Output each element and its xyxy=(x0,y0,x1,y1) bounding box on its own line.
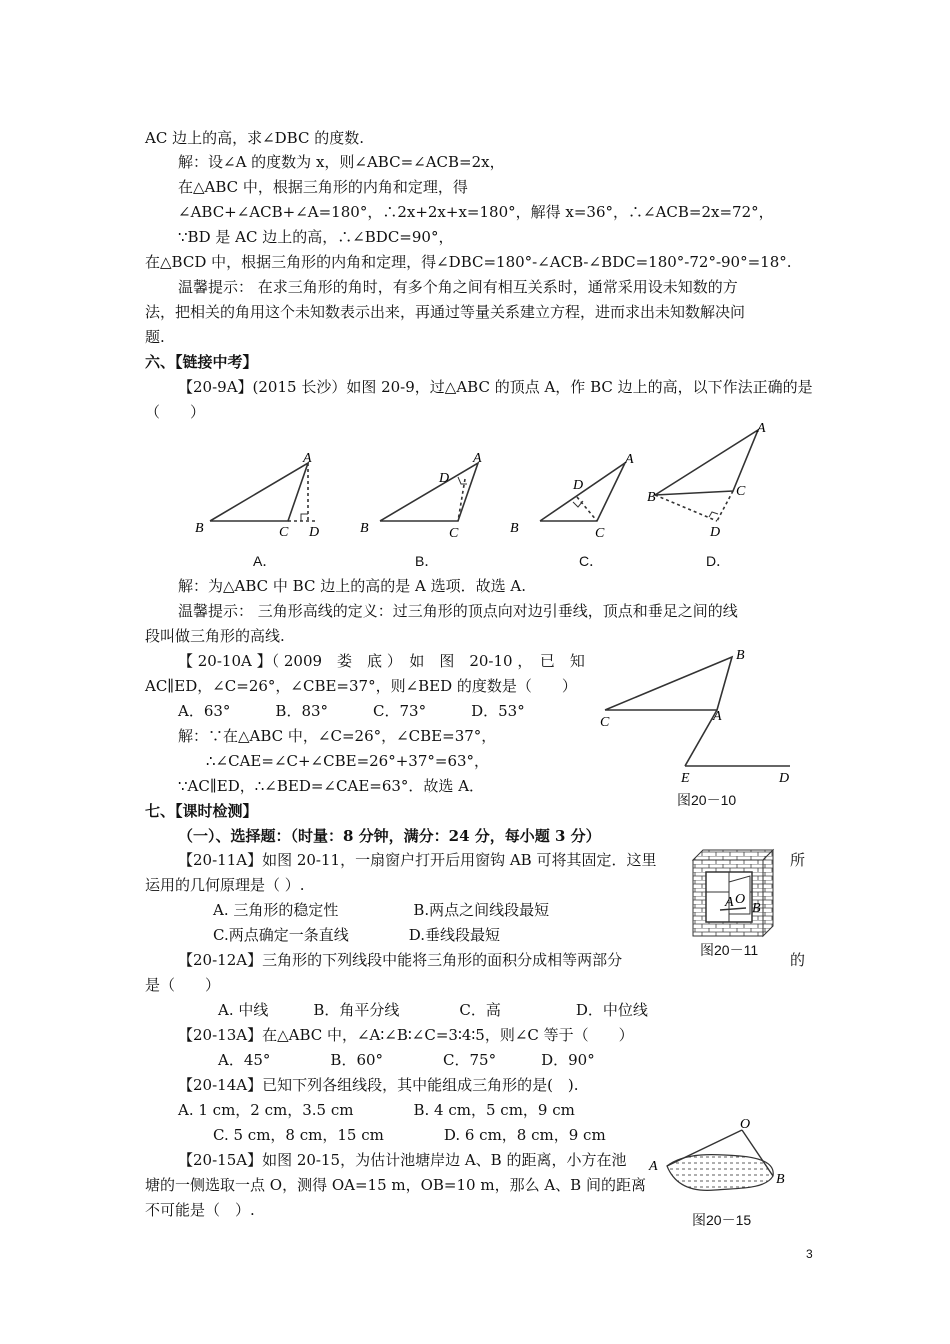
fig9-option-b xyxy=(380,463,478,521)
text-line-l18: A．63° B．83° C．73° D．53° xyxy=(178,702,525,720)
text-line-l22: 七、【课时检测】 xyxy=(145,802,258,820)
fig9-option-a xyxy=(210,463,315,521)
svg-text:A: A xyxy=(649,1159,658,1174)
text-line-l34: A. 1 cm，2 cm，3.5 cm B. 4 cm，5 cm，9 cm xyxy=(178,1101,575,1119)
text-line-l1: AC 边上的高，求∠DBC 的度数. xyxy=(145,129,364,147)
svg-text:A: A xyxy=(303,451,312,466)
text-line-l38: 不可能是（ ）. xyxy=(145,1201,255,1219)
text-line-l39: 所 xyxy=(790,851,806,869)
svg-text:C: C xyxy=(736,484,746,499)
svg-text:C: C xyxy=(449,526,459,541)
svg-text:A: A xyxy=(725,895,734,910)
svg-text:B: B xyxy=(195,521,204,536)
fig9-label-b: B． xyxy=(415,553,439,569)
text-line-l37: 塘的一侧选取一点 O，测得 OA=15 m，OB=10 m，那么 A、B 间的距离 xyxy=(145,1176,646,1194)
svg-text:D: D xyxy=(779,771,790,786)
fig9-label-a: A． xyxy=(253,553,277,569)
svg-text:C: C xyxy=(600,715,610,730)
svg-text:D: D xyxy=(309,525,320,540)
text-line-l35: C. 5 cm，8 cm，15 cm D. 6 cm，8 cm，9 cm xyxy=(213,1126,606,1144)
text-line-l36: 【20-15A】如图 20-15，为估计池塘岸边 A、B 的距离，小方在池 xyxy=(178,1151,627,1169)
text-line-l28: 【20-12A】三角形的下列线段中能将三角形的面积分成相等两部分 xyxy=(178,951,623,969)
svg-text:A: A xyxy=(625,452,634,467)
text-line-l7: 温馨提示： 在求三角形的角时，有多个角之间有相互关系时，通常采用设未知数的方 xyxy=(178,278,738,296)
svg-text:D: D xyxy=(710,525,721,540)
text-line-l23: （一）、选择题：（时量：8 分钟，满分：24 分，每小题 3 分） xyxy=(178,827,601,845)
text-line-l25: 运用的几何原理是（ ）. xyxy=(145,876,305,894)
text-line-l8: 法，把相关的角用这个未知数表示出来，再通过等量关系建立方程，进而求出未知数解决问 xyxy=(145,303,746,321)
text-line-l29: 是（ ） xyxy=(145,976,221,994)
text-line-l3: 在△ABC 中，根据三角形的内角和定理，得 xyxy=(178,178,468,196)
text-line-l12: （ ） xyxy=(145,403,206,421)
fig9-label-d: D． xyxy=(706,553,731,569)
svg-text:B: B xyxy=(776,1172,785,1187)
svg-text:B: B xyxy=(510,521,519,536)
text-line-l40: 的 xyxy=(790,951,806,969)
text-line-l11: 【20-9A】(2015 长沙）如图 20-9，过△ABC 的顶点 A，作 BC 边上的高，以下作法正确的是 xyxy=(178,378,813,396)
figure-20-9 xyxy=(185,415,785,545)
svg-text:B: B xyxy=(752,901,761,916)
text-line-l20: ∴∠CAE=∠C+∠CBE=26°+37°=63°， xyxy=(206,752,490,770)
text-line-l26: A. 三角形的稳定性 B.两点之间线段最短 xyxy=(213,901,550,919)
text-line-l16: 【 20-10A 】（ 2009 娄 底 ） 如 图 20-10 ， 已 知 xyxy=(178,652,585,670)
svg-text:C: C xyxy=(595,526,605,541)
text-line-l21: ∵AC∥ED，∴∠BED=∠CAE=63°．故选 A． xyxy=(178,777,485,795)
text-line-l27: C.两点确定一条直线 D.垂线段最短 xyxy=(213,926,500,944)
fig9-option-d xyxy=(655,430,758,521)
svg-text:B: B xyxy=(360,521,369,536)
text-line-l6: 在△BCD 中，根据三角形的内角和定理，得∠DBC=180°-∠ACB-∠BDC=180°-72°-90°=18°. xyxy=(145,253,792,271)
text-line-l17: AC∥ED，∠C=26°，∠CBE=37°，则∠BED 的度数是（ ） xyxy=(145,677,577,695)
svg-text:A: A xyxy=(473,451,482,466)
text-line-l32: A．45° B．60° C．75° D．90° xyxy=(218,1051,595,1069)
fig9-label-c: C． xyxy=(579,553,604,569)
text-line-l4: ∠ABC+∠ACB+∠A=180°，∴2x+2x+x=180°，解得 x=36°，∴∠ACB=2x=72°， xyxy=(178,203,774,221)
text-line-l9: 题. xyxy=(145,328,165,346)
page-number: 3 xyxy=(806,1247,813,1261)
figure-20-15 xyxy=(645,1118,795,1210)
text-line-l15: 段叫做三角形的高线. xyxy=(145,627,285,645)
text-line-l33: 【20-14A】已知下列各组线段，其中能组成三角形的是( ). xyxy=(178,1076,579,1094)
figure-20-10 xyxy=(595,642,805,787)
fig10-caption: 图20－10 xyxy=(677,792,737,808)
svg-text:A: A xyxy=(757,421,766,436)
text-line-l31: 【20-13A】在△ABC 中，∠A∶∠B∶∠C=3∶4∶5，则∠C 等于（ ） xyxy=(178,1026,634,1044)
svg-text:B: B xyxy=(647,490,656,505)
text-line-l24: 【20-11A】如图 20-11，一扇窗户打开后用窗钩 AB 可将其固定．这里 xyxy=(178,851,657,869)
figure-20-11 xyxy=(688,848,778,938)
text-line-l2: 解：设∠A 的度数为 x，则∠ABC=∠ACB=2x， xyxy=(178,153,505,171)
svg-text:E: E xyxy=(681,771,690,786)
text-line-l19: 解：∵在△ABC 中，∠C=26°，∠CBE=37°， xyxy=(178,727,497,745)
svg-text:D: D xyxy=(439,471,450,486)
fig15-caption: 图20－15 xyxy=(692,1212,752,1228)
text-line-l13: 解：为△ABC 中 BC 边上的高的是 A 选项．故选 A. xyxy=(178,577,526,595)
text-line-l14: 温馨提示： 三角形高线的定义：过三角形的顶点向对边引垂线，顶点和垂足之间的线 xyxy=(178,602,738,620)
svg-text:D: D xyxy=(573,478,584,493)
svg-text:C: C xyxy=(279,525,289,540)
fig11-caption: 图20－11 xyxy=(700,942,759,958)
svg-text:O: O xyxy=(740,1118,751,1132)
text-line-l30: A. 中线 B．角平分线 C．高 D．中位线 xyxy=(218,1001,648,1019)
text-line-l5: ∵BD 是 AC 边上的高，∴∠BDC=90°， xyxy=(178,228,454,246)
text-line-l10: 六、【链接中考】 xyxy=(145,353,258,371)
svg-text:O: O xyxy=(735,892,746,907)
svg-text:B: B xyxy=(736,648,745,663)
svg-text:A: A xyxy=(713,709,722,724)
